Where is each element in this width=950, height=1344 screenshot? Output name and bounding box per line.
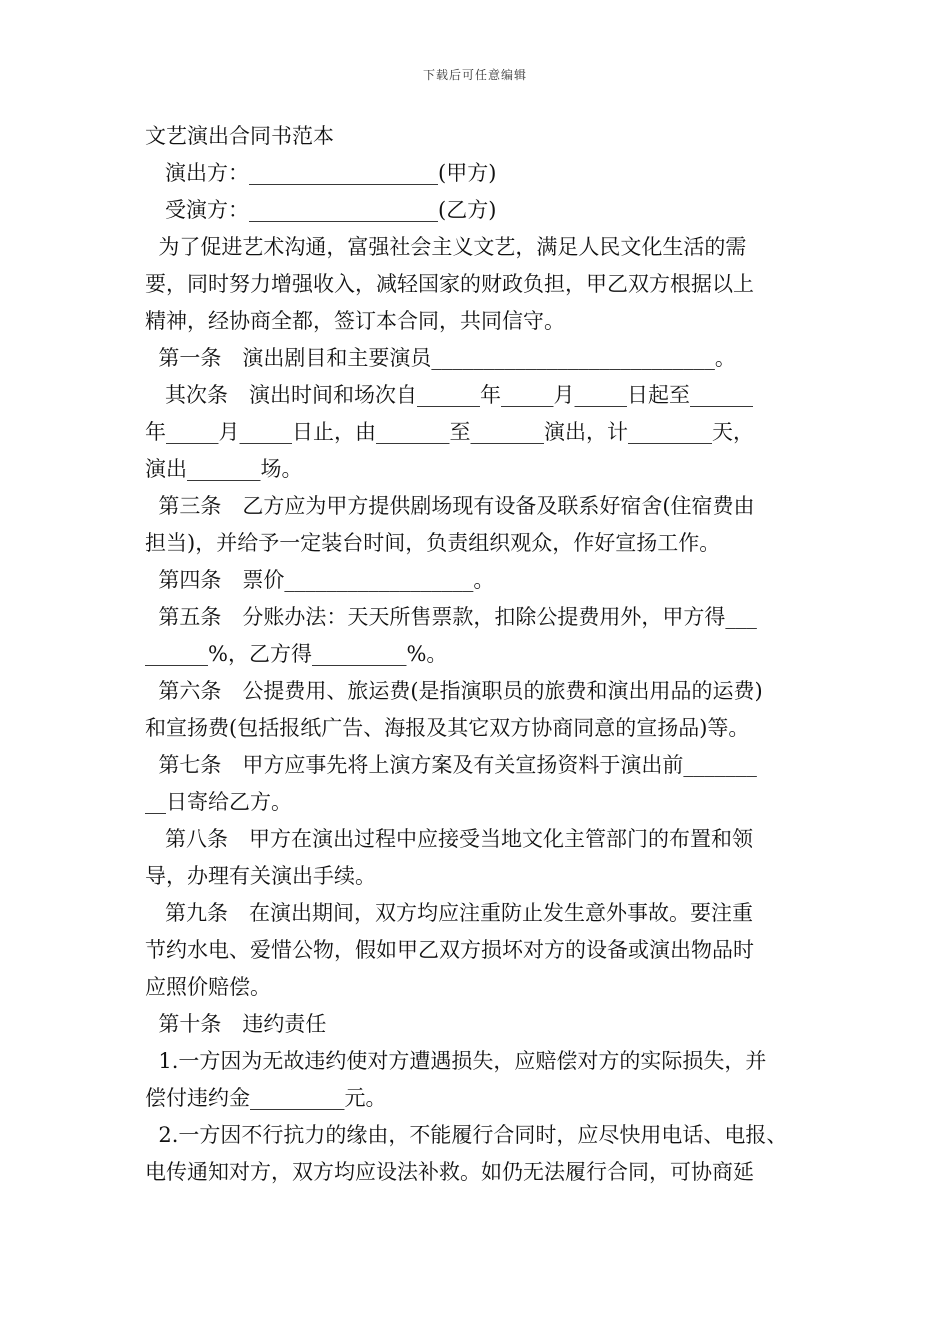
article-3-line: 第三条 乙方应为甲方提供剧场现有设备及联系好宿舍(住宿费由 [145, 494, 755, 518]
body-line: 精神，经协商全都，签订本合同，共同信守。 [145, 309, 565, 333]
page-header-note: 下载后可任意编辑 [422, 68, 527, 82]
article-4-line: 第四条 票价__________________。 [145, 568, 495, 592]
body-line: 要，同时努力增强收入，减轻国家的财政负担，甲乙双方根据以上 [145, 272, 754, 296]
body-line: 导，办理有关演出手续。 [145, 864, 376, 888]
body-line: ______%，乙方得_________%。 [145, 642, 448, 666]
clause-1-line: 1.一方因为无故违约使对方遭遇损失，应赔偿对方的实际损失，并 [145, 1049, 767, 1073]
article-6-line: 第六条 公提费用、旅运费(是指演职员的旅费和演出用品的运费) [145, 679, 763, 703]
body-line: 应照价赔偿。 [145, 975, 271, 999]
body-line: __日寄给乙方。 [145, 790, 292, 814]
body-line: 年_____月_____日止，由_______至_______演出，计________天， [145, 420, 754, 444]
party-a-line: 演出方：__________________(甲方) [165, 161, 497, 185]
body-line: 为了促进艺术沟通，富强社会主义文艺，满足人民文化生活的需 [145, 235, 747, 259]
body-line: 担当)，并给予一定装台时间，负责组织观众，作好宣扬工作。 [145, 531, 721, 555]
article-1-line: 第一条 演出剧目和主要演员___________________________。 [145, 346, 736, 370]
clause-2-line: 2.一方因不行抗力的缘由，不能履行合同时，应尽快用电话、电报、 [145, 1123, 788, 1147]
body-line: 演出_______场。 [145, 457, 303, 481]
article-2-line: 其次条 演出时间和场次自______年_____月_____日起至______ [145, 383, 754, 407]
body-line: 电传通知对方，双方均应设法补救。如仍无法履行合同，可协商延 [145, 1160, 754, 1184]
article-5-line: 第五条 分账办法：天天所售票款，扣除公提费用外，甲方得___ [145, 605, 757, 629]
article-10-heading: 第十条 违约责任 [145, 1012, 327, 1036]
contract-document [145, 118, 813, 1191]
body-line: 节约水电、爱惜公物，假如甲乙双方损坏对方的设备或演出物品时 [145, 938, 754, 962]
article-7-line: 第七条 甲方应事先将上演方案及有关宣扬资料于演出前_______ [145, 753, 757, 777]
article-9-line: 第九条 在演出期间，双方均应注重防止发生意外事故。要注重 [145, 901, 754, 925]
body-line: 和宣扬费(包括报纸广告、海报及其它双方协商同意的宣扬品)等。 [145, 716, 750, 740]
party-b-line: 受演方：__________________(乙方) [165, 198, 497, 222]
article-8-line: 第八条 甲方在演出过程中应接受当地文化主管部门的布置和领 [145, 827, 754, 851]
document-title: 文艺演出合同书范本 [145, 124, 334, 148]
body-line: 偿付违约金_________元。 [145, 1086, 387, 1110]
